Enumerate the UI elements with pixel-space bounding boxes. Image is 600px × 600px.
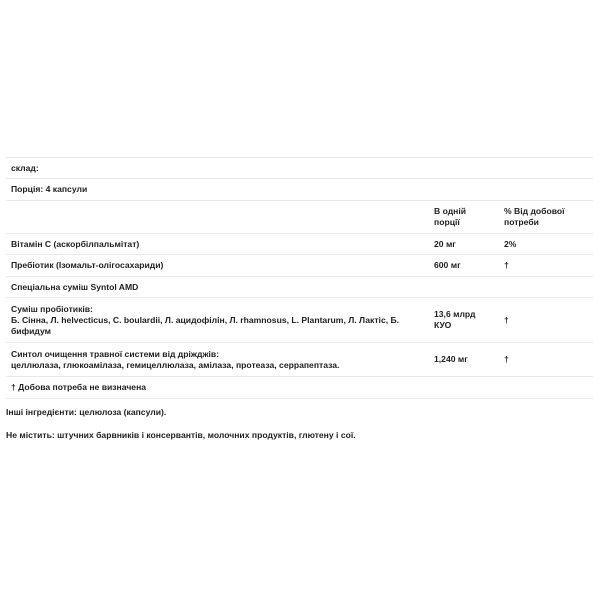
row-name: Спеціальна суміш Syntol AMD: [6, 277, 593, 298]
row-detail: Б. Сінна, Л. helvecticus, C. boulardii, Л. ацидофілін, Л. rhamnosus, L. Plantarum, Л. Лактіс, Б. бифидум: [11, 314, 400, 336]
footnote: † Добова потреба не визначена: [6, 377, 593, 399]
serving-size-row: [6, 179, 593, 201]
row-dv: †: [499, 255, 593, 277]
header-amount: В одній порції: [429, 201, 499, 234]
supplement-facts-table-container: [6, 157, 593, 399]
row-dv: 2%: [499, 234, 593, 255]
row-name: Вітамін С (аскорбілпальмітат): [6, 234, 429, 255]
row-name-block: [6, 298, 429, 343]
table-title-row: [6, 158, 593, 179]
row-name-block: [6, 343, 429, 377]
free-from-statement: Не містить: штучних барвників і консервантів, молочних продуктів, глютену і сої.: [6, 430, 356, 440]
row-amount: 20 мг: [429, 234, 499, 255]
table-title: склад:: [6, 158, 593, 179]
header-empty: [6, 201, 429, 234]
serving-size: Порція: 4 капсули: [6, 179, 593, 201]
supplement-facts-table: [6, 157, 593, 399]
table-row: [6, 277, 593, 298]
row-name: Пребіотик (Ізомальт-олігосахариди): [6, 255, 429, 277]
footnote-row: [6, 377, 593, 399]
row-dv: †: [499, 298, 593, 343]
row-dv: †: [499, 343, 593, 377]
header-row: [6, 201, 593, 234]
header-dv: % Від добової потреби: [499, 201, 593, 234]
table-row: [6, 298, 593, 343]
row-name: Суміш пробіотиків:: [11, 303, 93, 314]
row-amount: 600 мг: [429, 255, 499, 277]
table-row: [6, 343, 593, 377]
row-name: Синтол очищення травної системи від дріжджів:: [11, 348, 220, 359]
row-amount: 1,240 мг: [429, 343, 499, 377]
row-detail: целлюлаза, глюкоамілаза, гемицеллюлаза, амілаза, протеаза, серрапептаза.: [11, 359, 340, 370]
other-ingredients: Інші інгредієнти: целюлоза (капсули).: [6, 407, 167, 417]
row-amount: 13,6 млрд КУО: [429, 298, 499, 343]
table-row: [6, 234, 593, 255]
table-row: [6, 255, 593, 277]
